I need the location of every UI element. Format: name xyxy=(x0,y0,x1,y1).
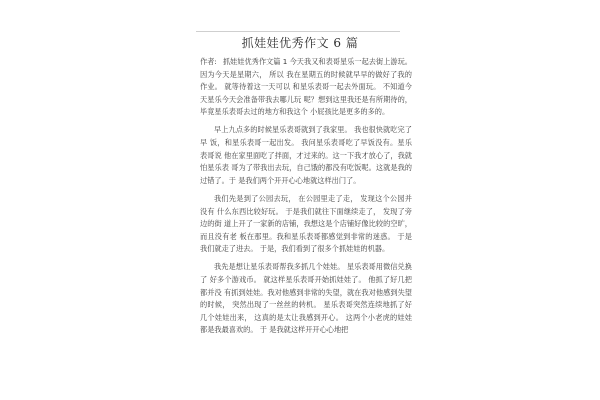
paragraph-3: 我们先是到了公园去玩， 在公园里走了走， 发现这个公园并没有 什么东西比较好玩。 于是我们就往下面继续走了， 发现了旁边的街 道上开了一家新的店铺，我想这是个店铺好像比较的空旷， 而且没有老 板在那里。我和星乐表哥都感觉到非常的迷惑。 于是我们就走了进去。 于是，我们看到了很多个抓娃娃的机器。 xyxy=(200,193,412,254)
paragraph-text: 抓娃娃优秀作文篇 1 今天我又和表哥星乐一起去街上游玩。 因为今天是星期六， 所以 我在星期五的时候就早早的做好了我的作业。 就等待着这一天可以 和星乐表哥一起去外面玩。 不知道今天星乐今天会准备带我去哪儿玩 呢？想到这里我还是有所期待的， 毕竟星乐表哥去过的地方和我这个 小屁孩比是更多的多的。 xyxy=(200,57,412,117)
paragraph-2: 早上九点多的时候星乐表哥就到了我家里。 我也很快就吃完了早 饭，和星乐表哥一起出发。 我问星乐表哥吃了早饭没有。星乐表哥说 他在家里面吃了拌面，才过来的。这一下我才放心了，我就怕星乐表 哥为了带我出去玩，自己饿的都没有吃饭呢。这就是我的过错了。于 是我们两个开开心心地就这样出门了。 xyxy=(200,125,412,185)
paragraph-4: 我先是想让星乐表哥帮我多抓几个娃娃。 星乐表哥用微信兑换了 好多个游戏币。 就这样星乐表哥开始抓娃娃了。 他抓了好几把都并没 有抓到娃娃。我对他感到非常的失望，就在我对他感到失望的时候， 突然出现了一丝丝的转机。 星乐表哥突然连续地抓了好几个娃娃出来， 这真的是太让我感到开心。 这两个小老虎的娃娃都是我最喜欢的。 于 是我就这样开开心心地把 xyxy=(200,262,412,335)
article-body xyxy=(200,56,412,342)
paragraph-1 xyxy=(200,56,412,119)
author-label: 作者: xyxy=(200,57,217,66)
page-title: 抓娃娃优秀作文 6 篇 xyxy=(241,36,359,50)
header-rule xyxy=(196,31,400,32)
